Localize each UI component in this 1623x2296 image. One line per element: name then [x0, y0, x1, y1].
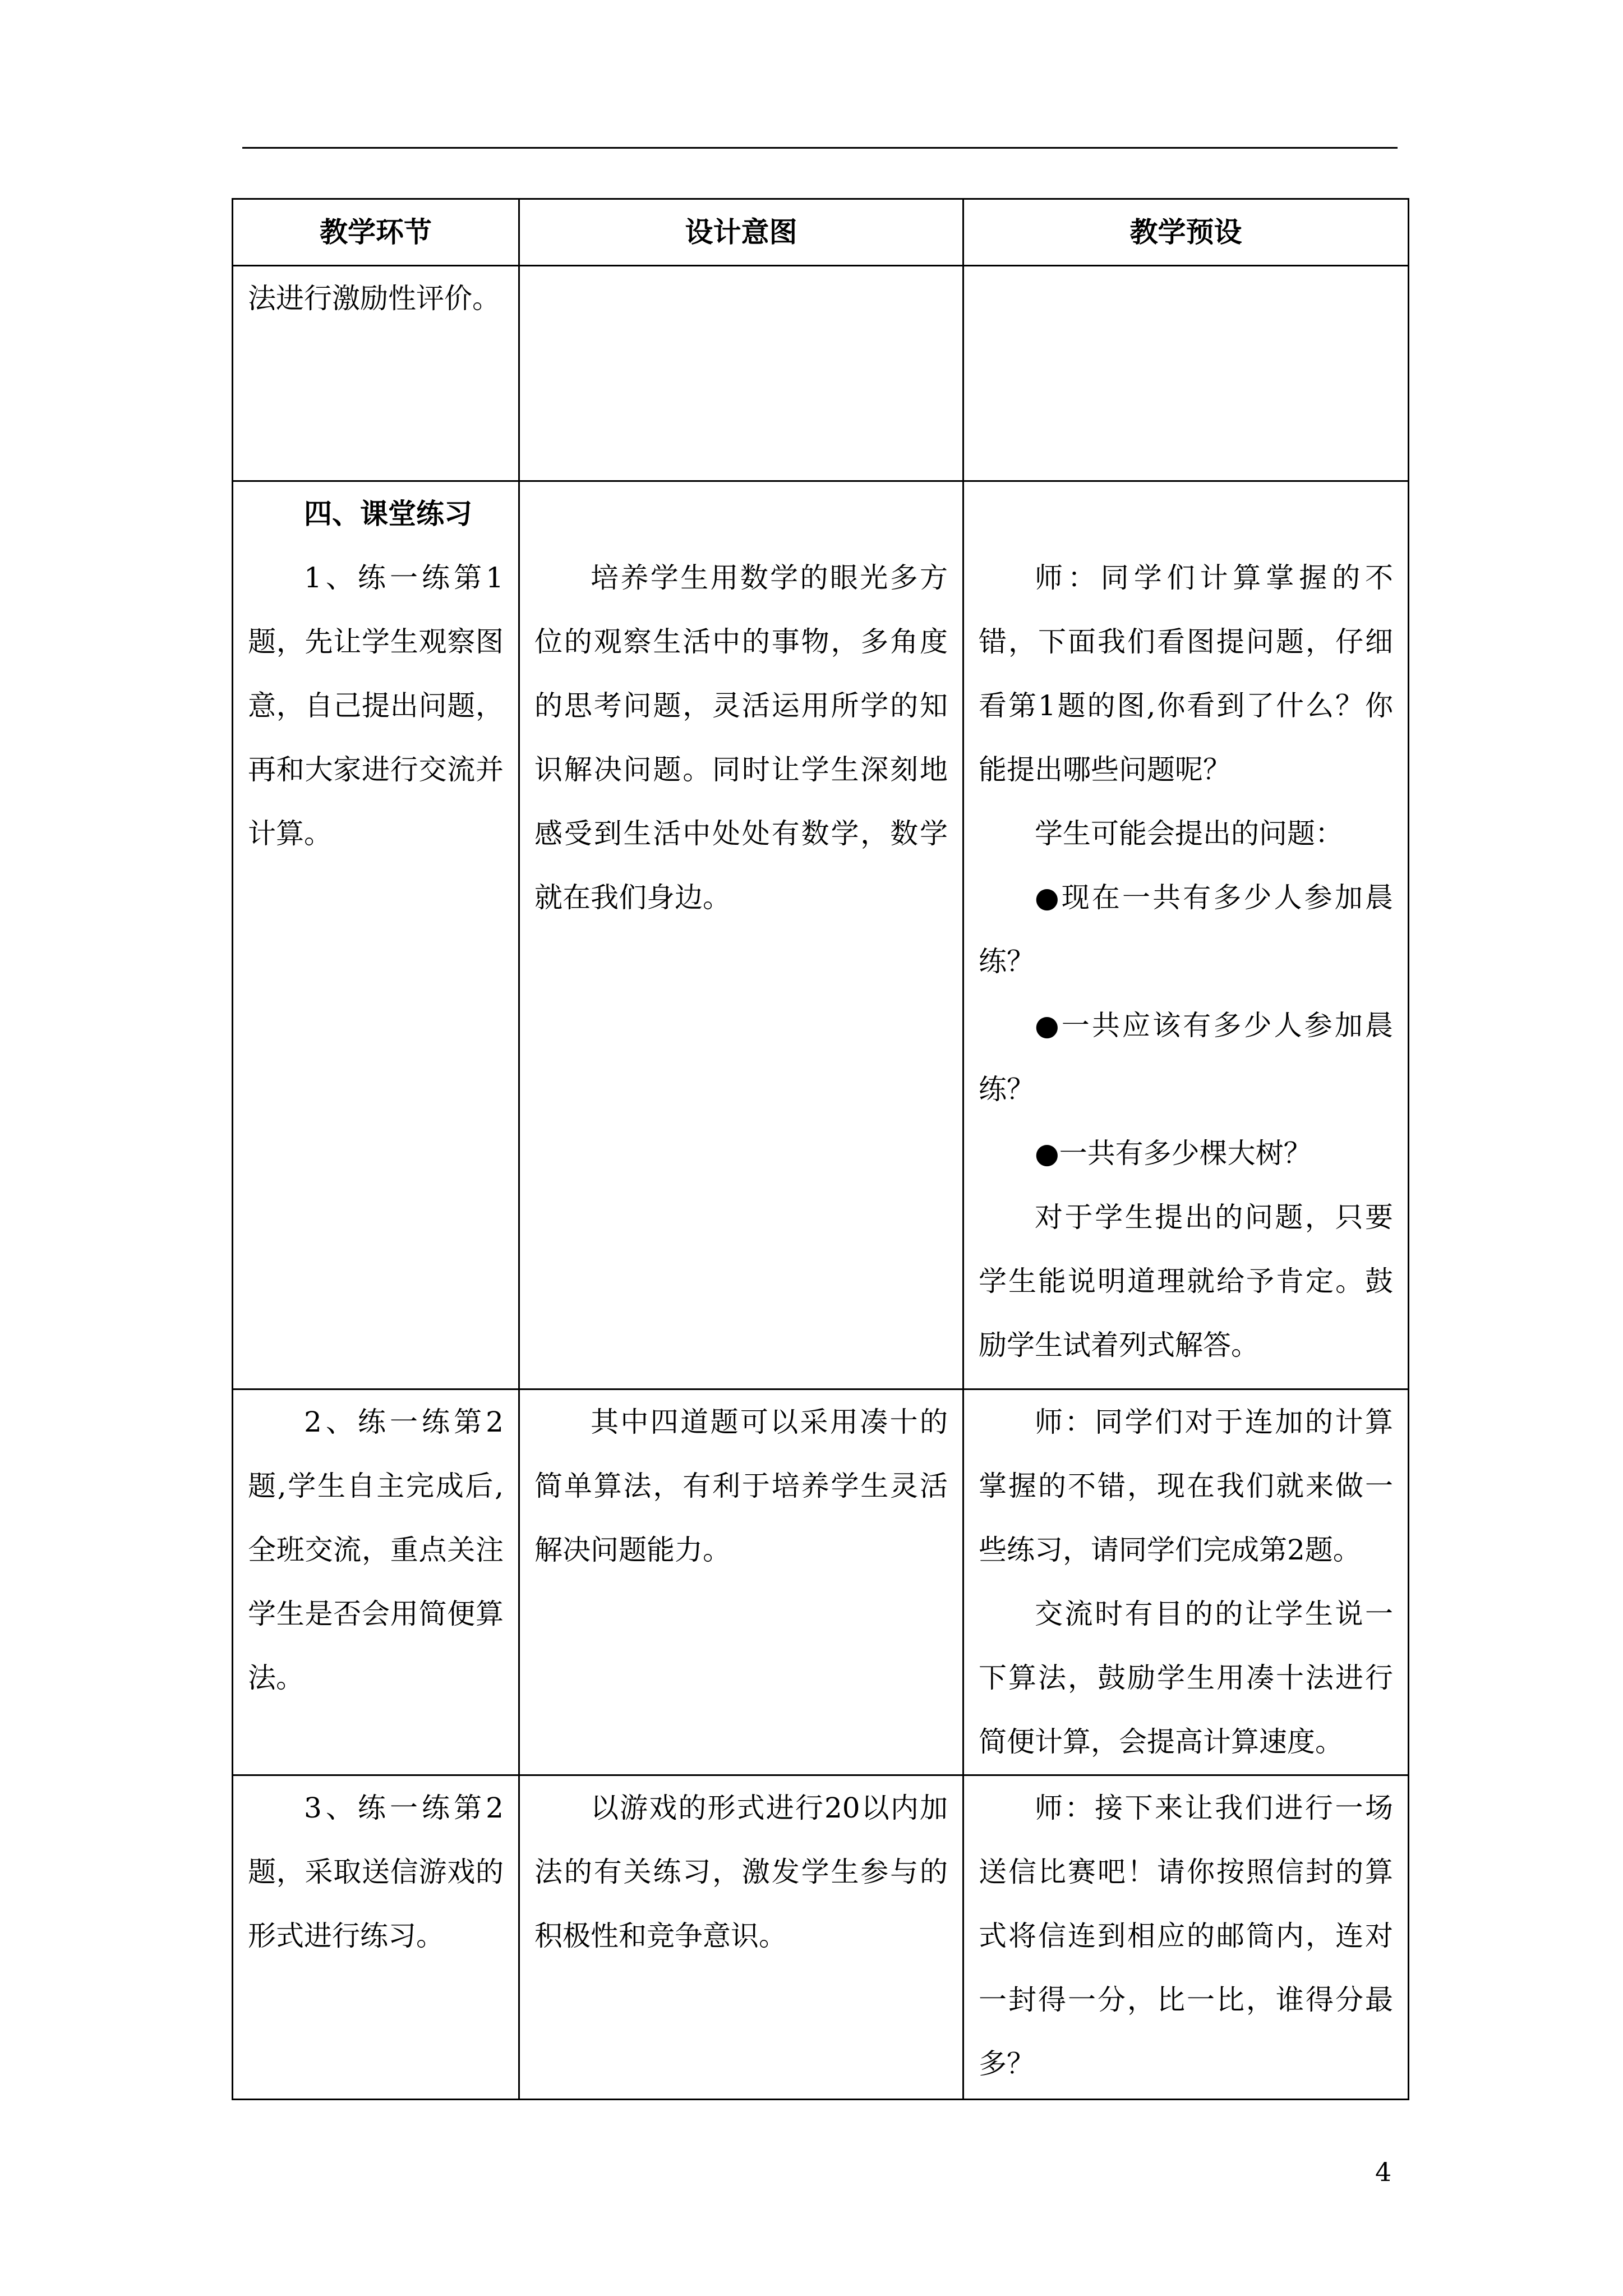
cell-stage [233, 481, 519, 1389]
bullet-question: ●现在一共有多少人参加晨练？ [979, 881, 1393, 978]
cell-paragraph: 学生可能会提出的问题： [1035, 817, 1343, 850]
table-row [233, 481, 1409, 1389]
section-title: 四、课堂练习 [304, 497, 472, 530]
cell-paragraph: 以游戏的形式进行20以内加法的有关练习，激发学生参与的积极性和竞争意识。 [534, 1792, 948, 1952]
cell-paragraph: 培养学生用数学的眼光多方位的观察生活中的事物，多角度的思考问题，灵活运用所学的知识解决问题。同时让学生深刻地感受到生活中处处有数学，数学就在我们身边。 [534, 562, 948, 914]
cell-intent [519, 1389, 963, 1775]
bullet-question: ●一共应该有多少人参加晨练？ [979, 1009, 1393, 1106]
cell-paragraph: 交流时有目的的让学生说一下算法，鼓励学生用凑十法进行简便计算，会提高计算速度。 [979, 1598, 1393, 1758]
cell-paragraph: 其中四道题可以采用凑十的简单算法，有利于培养学生灵活解决问题能力。 [534, 1406, 948, 1566]
header-teaching-plan: 教学预设 [963, 199, 1409, 266]
cell-paragraph: 法进行激励性评价。 [248, 282, 500, 315]
bullet-question: ●一共有多少棵大树？ [1035, 1137, 1312, 1170]
cell-stage [233, 266, 519, 481]
lesson-table [232, 198, 1409, 2100]
cell-intent [519, 266, 963, 481]
header-rule [242, 147, 1398, 149]
cell-paragraph: 师：同学们对于连加的计算掌握的不错，现在我们就来做一些练习，请同学们完成第2题。 [979, 1406, 1393, 1566]
cell-plan [963, 266, 1409, 481]
cell-plan [963, 1775, 1409, 2100]
table-header-row [233, 199, 1409, 266]
cell-paragraph: 师：同学们计算掌握的不错，下面我们看图提问题，仔细看第1题的图,你看到了什么？你能提出哪些问题呢？ [979, 562, 1393, 786]
cell-paragraph: 师：接下来让我们进行一场送信比赛吧！请你按照信封的算式将信连到相应的邮筒内，连对一封得一分，比一比，谁得分最多？ [979, 1792, 1393, 2080]
header-design-intent: 设计意图 [519, 199, 963, 266]
table-row [233, 1389, 1409, 1775]
cell-paragraph: 3、练一练第2题，采取送信游戏的形式进行练习。 [248, 1792, 504, 1952]
cell-paragraph: 1、练一练第1题，先让学生观察图意，自己提出问题，再和大家进行交流并计算。 [248, 562, 504, 850]
cell-stage [233, 1775, 519, 2100]
cell-paragraph: 对于学生提出的问题，只要学生能说明道理就给予肯定。鼓励学生试着列式解答。 [979, 1201, 1393, 1361]
cell-plan [963, 1389, 1409, 1775]
cell-paragraph: 2、练一练第2题,学生自主完成后,全班交流，重点关注学生是否会用简便算法。 [248, 1406, 504, 1694]
cell-intent [519, 481, 963, 1389]
header-teaching-stage: 教学环节 [233, 199, 519, 266]
table-row [233, 266, 1409, 481]
page-number: 4 [1375, 2157, 1392, 2187]
table-row [233, 1775, 1409, 2100]
cell-intent [519, 1775, 963, 2100]
cell-stage [233, 1389, 519, 1775]
cell-plan [963, 481, 1409, 1389]
